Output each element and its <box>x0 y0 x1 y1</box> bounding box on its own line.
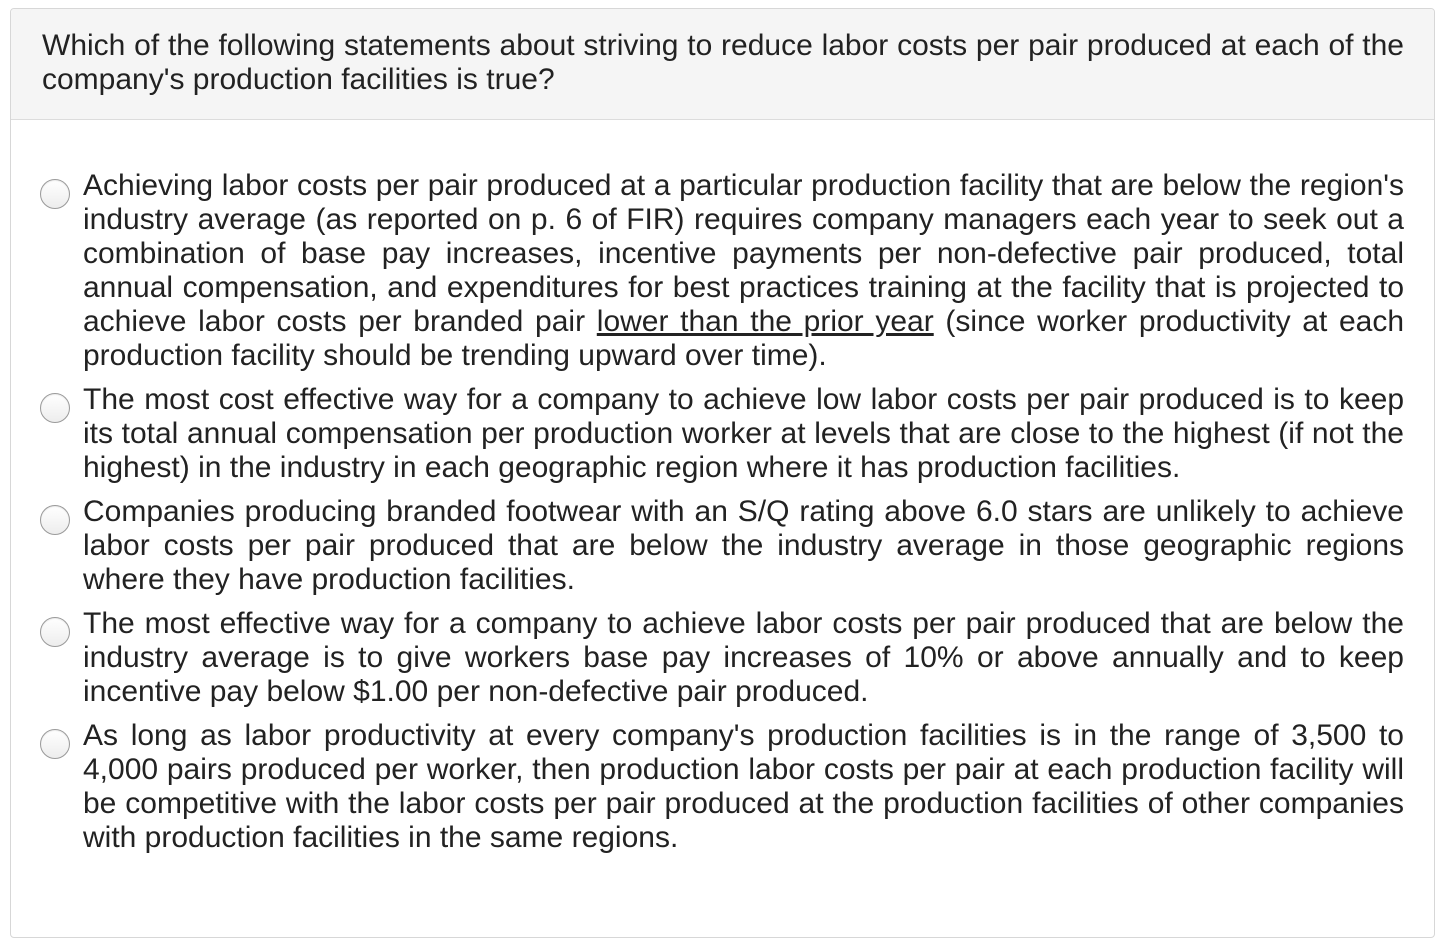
radio-button[interactable] <box>40 617 70 647</box>
answer-option-text: The most effective way for a company to achieve labor costs per pair produced that are below the industry average is to give workers base pay increases of 10% or above annually and to keep incentive pay below $1.00 per non-defective pair produced. <box>83 607 1404 708</box>
answer-option-text <box>83 169 1404 373</box>
question-header <box>11 9 1434 120</box>
answer-text-part: Achieving labor costs per pair produced at a particular production facility that are below the region's industry average (as reported on p. 6 of FIR) requires company managers each year to seek out a combination of base pay increases, incentive payments per non-defective pair produced, total annual compensation, and expenditures for best practices training at the facility that is projected to achieve labor costs per branded pair <box>83 169 1404 338</box>
answer-option-2[interactable] <box>11 383 1434 485</box>
answer-option-text: As long as labor productivity at every company's production facilities is in the range of 3,500 to 4,000 pairs produced per worker, then production labor costs per pair at each production facility will be competitive with the labor costs per pair produced at the production facilities of other companies with production facilities in the same regions. <box>83 719 1404 854</box>
answer-option-4[interactable] <box>11 607 1434 709</box>
question-panel <box>10 8 1435 938</box>
radio-button[interactable] <box>40 729 70 759</box>
answer-option-text: The most cost effective way for a company to achieve low labor costs per pair produced is to keep its total annual compensation per production worker at levels that are close to the highest (if not the highest) in the industry in each geographic region where it has production facilities. <box>83 383 1404 484</box>
answer-text-part: (since worker productivity at each production facility should be trending upward over time). <box>83 305 1405 372</box>
radio-button[interactable] <box>40 179 70 209</box>
answer-option-1[interactable] <box>11 169 1434 373</box>
answer-option-3[interactable] <box>11 495 1434 597</box>
question-text: Which of the following statements about striving to reduce labor costs per pair produced at each of the company's production facilities is true? <box>42 29 1404 96</box>
radio-button[interactable] <box>40 505 70 535</box>
underlined-text: lower than the prior year <box>596 305 934 338</box>
answer-options <box>11 169 1434 865</box>
radio-button[interactable] <box>40 393 70 423</box>
answer-option-text: Companies producing branded footwear with an S/Q rating above 6.0 stars are unlikely to achieve labor costs per pair produced that are below the industry average in those geographic regions where they have production facilities. <box>83 495 1404 596</box>
answer-option-5[interactable] <box>11 719 1434 855</box>
